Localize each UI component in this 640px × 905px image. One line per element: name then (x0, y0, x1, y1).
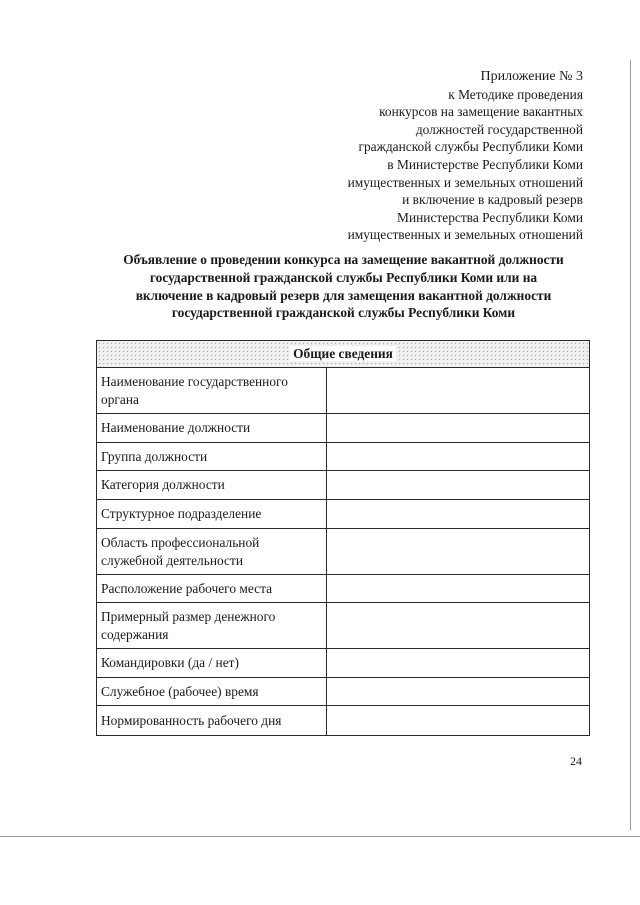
row-value (326, 575, 589, 603)
table-row (97, 471, 590, 500)
row-label: Нормированность рабочего дня (97, 706, 327, 736)
row-value (326, 529, 589, 575)
table-header-row (97, 341, 590, 368)
row-value (326, 368, 589, 414)
row-value (326, 678, 589, 706)
appendix-header-line: Приложение № 3 (480, 69, 583, 84)
general-info-table (96, 340, 590, 736)
appendix-header-line: гражданской службы Республики Коми (358, 139, 583, 155)
row-value (326, 443, 589, 471)
row-label: Область профессиональной служебной деятельности (97, 529, 327, 575)
row-label: Командировки (да / нет) (97, 649, 327, 678)
row-label: Наименование должности (97, 414, 327, 443)
table-row (97, 706, 590, 736)
row-label: Группа должности (97, 443, 327, 471)
row-value (326, 471, 589, 500)
row-value (326, 603, 589, 649)
appendix-header-line: должностей государственной (415, 121, 583, 137)
table-row (97, 443, 590, 471)
appendix-header-line: Министерства Республики Коми (397, 209, 583, 225)
table-row (97, 678, 590, 706)
document-title-line: Объявление о проведении конкурса на замещение вакантной должности (123, 252, 564, 267)
table-row (97, 529, 590, 575)
row-value (326, 706, 589, 736)
appendix-header-line: и включение в кадровый резерв (402, 192, 583, 208)
scan-edge-right (630, 60, 631, 830)
table-row (97, 500, 590, 529)
table-row (97, 414, 590, 443)
row-value (326, 500, 589, 529)
appendix-header (253, 68, 583, 244)
section-header-label: Общие сведения (290, 346, 396, 361)
page-number: 24 (570, 754, 582, 768)
row-value (326, 414, 589, 443)
table-row (97, 575, 590, 603)
appendix-header-line: в Министерстве Республики Коми (387, 156, 583, 172)
row-label: Расположение рабочего места (97, 575, 327, 603)
row-value (326, 649, 589, 678)
row-label: Служебное (рабочее) время (97, 678, 327, 706)
appendix-header-line: имущественных и земельных отношений (347, 227, 583, 243)
document-title (96, 251, 591, 322)
row-label: Примерный размер денежного содержания (97, 603, 327, 649)
row-label: Наименование государственного органа (97, 368, 327, 414)
row-label: Категория должности (97, 471, 327, 500)
table-row (97, 603, 590, 649)
table-row (97, 649, 590, 678)
section-header (97, 341, 590, 368)
table-row (97, 368, 590, 414)
appendix-header-line: к Методике проведения (448, 86, 583, 102)
document-title-line: государственной гражданской службы Республики Коми или на (149, 269, 538, 285)
appendix-header-line: имущественных и земельных отношений (347, 174, 583, 190)
row-label: Структурное подразделение (97, 500, 327, 529)
appendix-header-line: конкурсов на замещение вакантных (379, 104, 583, 120)
document-title-line: государственной гражданской службы Республики Коми (171, 305, 516, 321)
document-title-line: включение в кадровый резерв для замещения вакантной должности (135, 287, 552, 303)
scan-edge-bottom (0, 836, 640, 837)
